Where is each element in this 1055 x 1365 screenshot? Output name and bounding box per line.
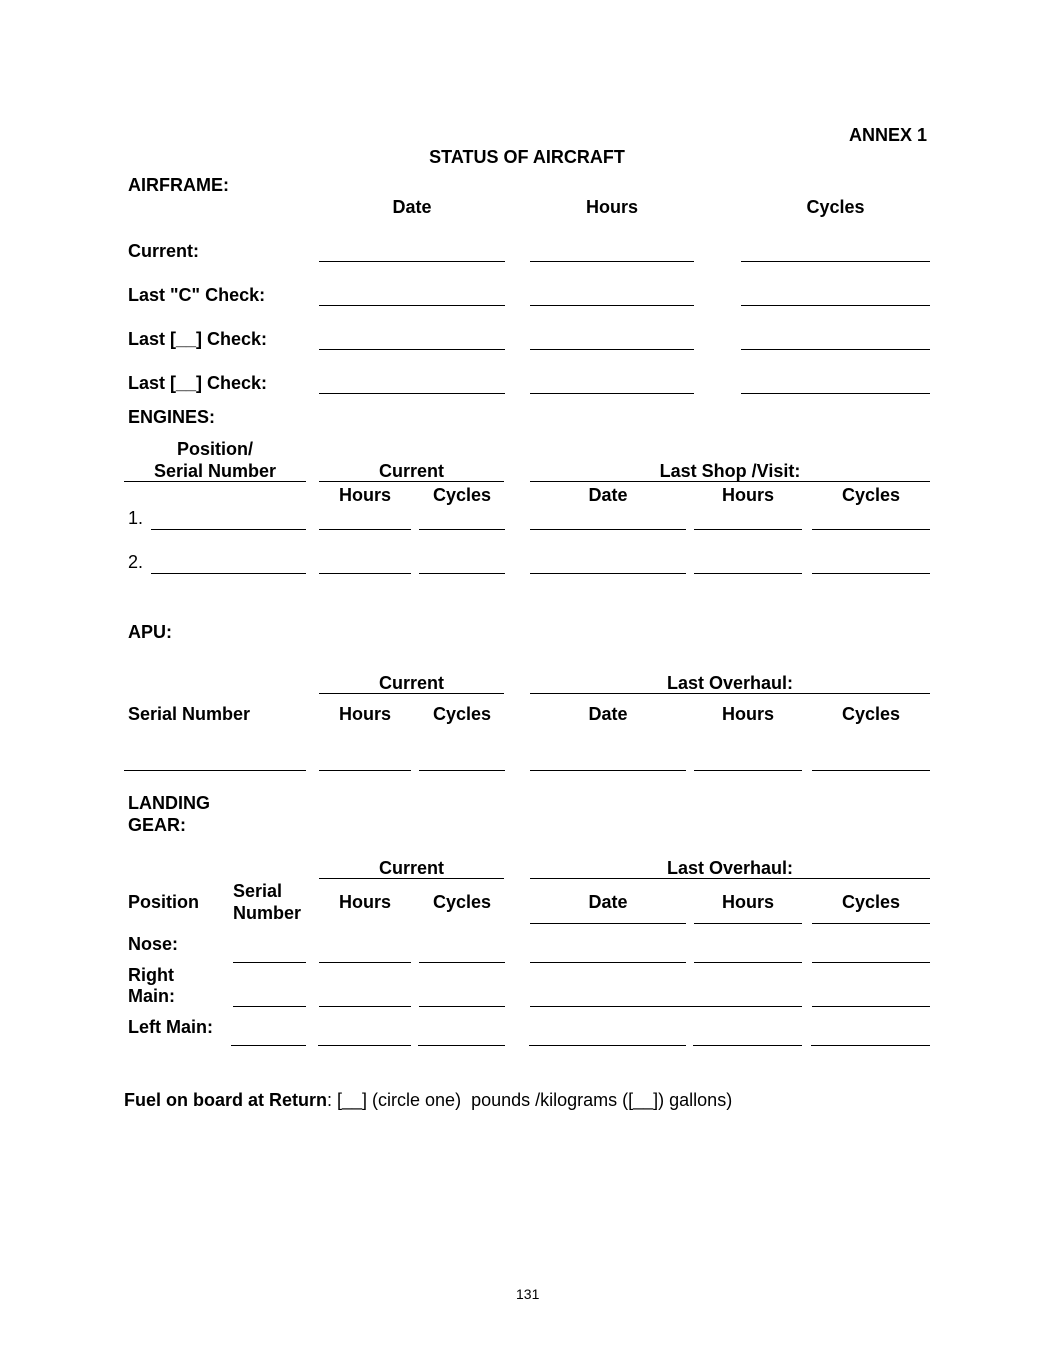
gear-position-label: Position <box>128 892 199 912</box>
apu-hours-field[interactable] <box>319 770 411 771</box>
airframe-col-hours: Hours <box>585 197 638 217</box>
engines-col-date: Date <box>588 485 628 505</box>
engine-2-serial-field[interactable] <box>151 573 306 574</box>
nose-date-field[interactable] <box>530 962 686 963</box>
fuel-label: Fuel on board at Return <box>124 1090 328 1110</box>
engine-2-date-field[interactable] <box>530 573 686 574</box>
nose-hours-field[interactable] <box>319 962 411 963</box>
airframe-c-date-field[interactable] <box>319 305 505 306</box>
right-main-cycles-field[interactable] <box>419 1006 505 1007</box>
engine-2-hours-field[interactable] <box>319 573 411 574</box>
engines-col-cycles-2: Cycles <box>841 485 901 505</box>
gear-row-left-main: Left Main: <box>128 1017 213 1037</box>
airframe-check-a-date-field[interactable] <box>319 349 505 350</box>
apu-current-label: Current <box>378 673 444 693</box>
airframe-row-current: Current: <box>128 241 199 261</box>
left-main-hours2-field[interactable] <box>693 1045 802 1046</box>
apu-current-rule <box>319 693 504 694</box>
gear-date-rule <box>530 923 686 924</box>
page-title: STATUS OF AIRCRAFT <box>429 147 625 167</box>
airframe-row-last-check-b: Last [__] Check: <box>128 373 268 393</box>
nose-hours2-field[interactable] <box>694 962 802 963</box>
engine-1-hours2-field[interactable] <box>694 529 802 530</box>
left-main-cycles2-field[interactable] <box>811 1045 930 1046</box>
gear-current-label: Current <box>378 858 444 878</box>
gear-row-right-main-2: Main: <box>128 986 175 1006</box>
engine-1-date-field[interactable] <box>530 529 686 530</box>
gear-col-hours: Hours <box>338 892 391 912</box>
engines-col-cycles: Cycles <box>432 485 492 505</box>
page-number: 131 <box>516 1286 540 1302</box>
apu-heading: APU: <box>128 622 172 642</box>
engine-row-2-label: 2. <box>128 552 144 572</box>
engine-1-hours-field[interactable] <box>319 529 411 530</box>
gear-col-date: Date <box>588 892 628 912</box>
airframe-c-cycles-field[interactable] <box>741 305 930 306</box>
engine-2-cycles2-field[interactable] <box>812 573 930 574</box>
left-main-hours-field[interactable] <box>318 1045 411 1046</box>
engines-last-shop-label: Last Shop /Visit: <box>659 461 801 481</box>
apu-date-field[interactable] <box>530 770 686 771</box>
left-main-date-field[interactable] <box>529 1045 686 1046</box>
apu-col-hours: Hours <box>338 704 391 724</box>
gear-row-nose: Nose: <box>128 934 179 954</box>
engines-current-label: Current <box>378 461 444 481</box>
left-main-serial-field[interactable] <box>231 1045 306 1046</box>
gear-last-rule <box>530 878 930 879</box>
landing-gear-heading-1: LANDING <box>128 793 210 813</box>
right-main-hours-field[interactable] <box>319 1006 411 1007</box>
apu-serial-field[interactable] <box>124 770 306 771</box>
airframe-c-hours-field[interactable] <box>530 305 694 306</box>
nose-cycles-field[interactable] <box>419 962 505 963</box>
airframe-row-last-c-check: Last "C" Check: <box>128 285 266 305</box>
fuel-line <box>124 1089 732 1111</box>
airframe-check-b-cycles-field[interactable] <box>741 393 930 394</box>
engine-2-hours2-field[interactable] <box>694 573 802 574</box>
engines-position-rule <box>124 481 306 482</box>
gear-last-overhaul-label: Last Overhaul: <box>666 858 794 878</box>
airframe-col-date: Date <box>392 197 432 217</box>
airframe-col-cycles: Cycles <box>806 197 865 217</box>
gear-hours2-rule <box>694 923 802 924</box>
airframe-current-cycles-field[interactable] <box>741 261 930 262</box>
apu-last-rule <box>530 693 930 694</box>
engines-col-hours-2: Hours <box>721 485 774 505</box>
apu-col-cycles-2: Cycles <box>841 704 901 724</box>
airframe-check-b-date-field[interactable] <box>319 393 505 394</box>
nose-serial-field[interactable] <box>233 962 306 963</box>
gear-current-rule <box>319 878 504 879</box>
landing-gear-heading-2: GEAR: <box>128 815 186 835</box>
engine-2-cycles-field[interactable] <box>419 573 505 574</box>
engines-current-rule <box>319 481 504 482</box>
airframe-check-a-hours-field[interactable] <box>530 349 694 350</box>
gear-col-cycles-2: Cycles <box>841 892 901 912</box>
gear-row-right-main-1: Right <box>128 965 174 985</box>
fuel-instructions: : [__] (circle one) pounds /kilograms ([__]) gallons) <box>327 1090 733 1110</box>
apu-col-date: Date <box>588 704 628 724</box>
gear-serial-label-1: Serial <box>233 881 283 901</box>
airframe-current-hours-field[interactable] <box>530 261 694 262</box>
engines-col-hours: Hours <box>338 485 391 505</box>
gear-col-cycles: Cycles <box>432 892 492 912</box>
gear-col-hours-2: Hours <box>721 892 774 912</box>
airframe-current-date-field[interactable] <box>319 261 505 262</box>
engines-heading: ENGINES: <box>128 407 216 427</box>
annex-label: ANNEX 1 <box>849 125 928 145</box>
gear-cycles2-rule <box>812 923 930 924</box>
apu-serial-label: Serial Number <box>128 704 251 724</box>
apu-cycles-field[interactable] <box>419 770 505 771</box>
right-main-cycles2-field[interactable] <box>812 1006 930 1007</box>
engine-1-serial-field[interactable] <box>151 529 306 530</box>
apu-col-hours-2: Hours <box>721 704 774 724</box>
apu-cycles2-field[interactable] <box>812 770 930 771</box>
left-main-cycles-field[interactable] <box>418 1045 505 1046</box>
engine-1-cycles-field[interactable] <box>419 529 505 530</box>
engines-position-label-2: Serial Number <box>153 461 277 481</box>
gear-serial-label-2: Number <box>233 903 302 923</box>
airframe-row-last-check-a: Last [__] Check: <box>128 329 268 349</box>
airframe-heading: AIRFRAME: <box>128 175 229 195</box>
right-main-date-field[interactable] <box>530 1006 802 1007</box>
apu-col-cycles: Cycles <box>432 704 492 724</box>
airframe-check-a-cycles-field[interactable] <box>741 349 930 350</box>
engines-position-label-1: Position/ <box>177 439 253 459</box>
engine-1-cycles2-field[interactable] <box>812 529 930 530</box>
airframe-check-b-hours-field[interactable] <box>530 393 694 394</box>
nose-cycles2-field[interactable] <box>812 962 930 963</box>
apu-last-overhaul-label: Last Overhaul: <box>666 673 794 693</box>
engine-row-1-label: 1. <box>128 508 144 528</box>
engines-last-rule <box>530 481 930 482</box>
apu-hours2-field[interactable] <box>694 770 802 771</box>
right-main-serial-field[interactable] <box>233 1006 306 1007</box>
